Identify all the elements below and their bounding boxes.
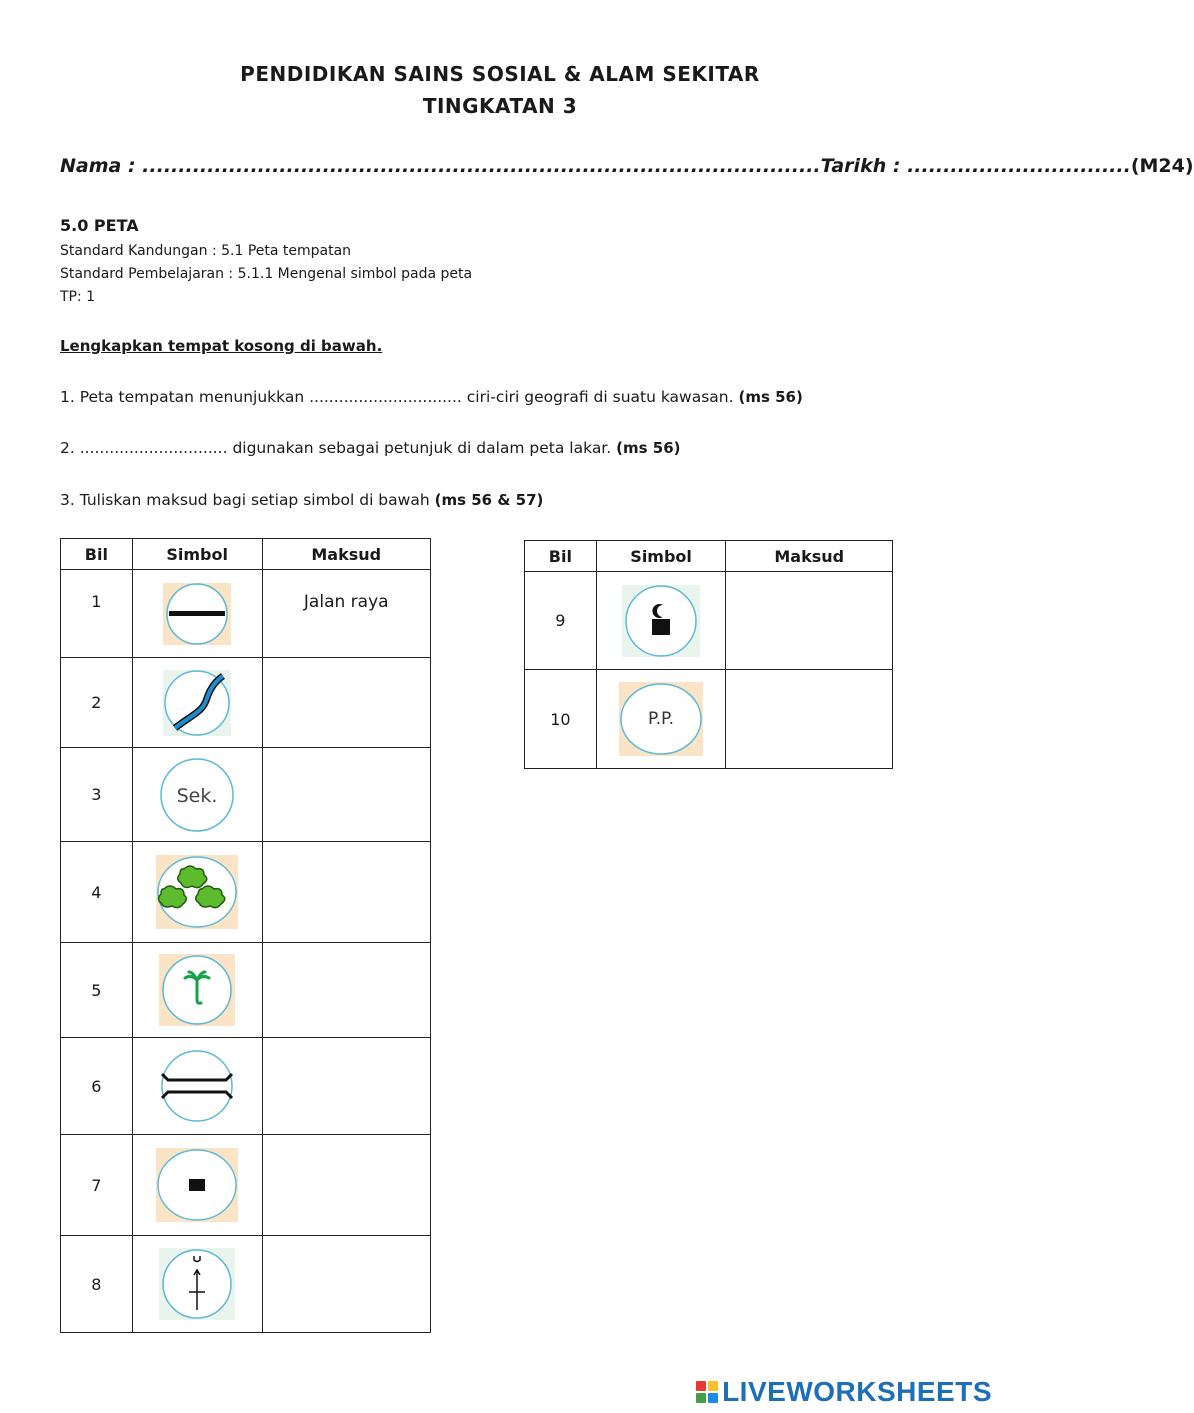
maksud-answer[interactable] <box>262 1135 431 1236</box>
question-2-ref: (ms 56) <box>616 439 681 457</box>
question-1-text: 1. Peta tempatan menunjukkan ............................... ciri-ciri geografi di suatu kawasan. <box>60 388 734 406</box>
mosque-icon <box>622 585 700 657</box>
maksud-answer[interactable] <box>726 572 893 670</box>
header-maksud: Maksud <box>262 539 431 570</box>
table-row <box>61 748 431 842</box>
question-1-ref: (ms 56) <box>738 388 803 406</box>
maksud-answer[interactable] <box>262 943 431 1038</box>
school-symbol-text: Sek. <box>176 784 218 807</box>
police-post-symbol-text: P.P. <box>648 709 675 729</box>
palm-tree-icon <box>159 954 235 1026</box>
row-number: 2 <box>61 658 133 748</box>
tp-level: TP: 1 <box>60 289 96 305</box>
worksheet-subtitle: TINGKATAN 3 <box>422 94 578 118</box>
table-row <box>525 670 893 769</box>
police-post-icon <box>619 682 703 756</box>
bridge-icon <box>158 1050 236 1122</box>
building-icon <box>156 1148 238 1222</box>
symbol-table-right <box>524 540 893 769</box>
row-number: 6 <box>61 1038 133 1135</box>
symbol-table-left <box>60 538 431 1333</box>
school-icon <box>159 757 235 833</box>
maksud-answer[interactable] <box>262 1236 431 1333</box>
table-row <box>61 1038 431 1135</box>
table-row <box>61 658 431 748</box>
row-number: 7 <box>61 1135 133 1236</box>
symbol-cell <box>132 1236 262 1333</box>
question-2-text: 2. .............................. digunakan sebagai petunjuk di dalam peta lakar. <box>60 439 612 457</box>
standard-pembelajaran: Standard Pembelajaran : 5.1.1 Mengenal simbol pada peta <box>60 266 473 282</box>
symbol-cell <box>596 670 726 769</box>
maksud-answer[interactable]: Jalan raya <box>262 570 431 658</box>
question-1 <box>60 388 803 406</box>
instruction: Lengkapkan tempat kosong di bawah. <box>60 337 383 355</box>
question-3-text: 3. Tuliskan maksud bagi setiap simbol di bawah <box>60 491 430 509</box>
question-3 <box>60 491 543 509</box>
table-row <box>525 572 893 670</box>
symbol-cell <box>132 842 262 943</box>
row-number: 3 <box>61 748 133 842</box>
maksud-answer[interactable] <box>262 748 431 842</box>
maksud-answer[interactable] <box>262 658 431 748</box>
forest-icon <box>156 855 238 929</box>
question-3-ref: (ms 56 & 57) <box>434 491 544 509</box>
logo-icon <box>696 1381 718 1403</box>
symbol-cell <box>132 943 262 1038</box>
row-number: 4 <box>61 842 133 943</box>
question-2 <box>60 439 681 457</box>
table-row <box>61 842 431 943</box>
worksheet-code: (M24) <box>1130 155 1194 177</box>
table-row <box>61 1236 431 1333</box>
symbol-cell <box>132 570 262 658</box>
student-info-line <box>60 155 1194 177</box>
symbol-cell <box>132 1135 262 1236</box>
header-simbol: Simbol <box>596 541 726 572</box>
maksud-answer[interactable] <box>262 1038 431 1135</box>
row-number: 8 <box>61 1236 133 1333</box>
logo-text: LIVEWORKSHEETS <box>722 1376 992 1407</box>
symbol-cell <box>132 748 262 842</box>
header-simbol: Simbol <box>132 539 262 570</box>
church-icon <box>159 1248 235 1320</box>
tarikh-field[interactable]: ............................... <box>907 155 1131 177</box>
tarikh-label: Tarikh : <box>820 155 908 177</box>
symbol-cell <box>132 658 262 748</box>
nama-field[interactable]: .............................................................................................. <box>142 155 821 177</box>
row-number: 9 <box>525 572 597 670</box>
row-number: 10 <box>525 670 597 769</box>
river-icon <box>163 670 231 736</box>
table-row <box>61 570 431 658</box>
worksheet-title: PENDIDIKAN SAINS SOSIAL & ALAM SEKITAR <box>240 62 760 86</box>
liveworksheets-logo <box>696 1376 992 1408</box>
table-row <box>61 943 431 1038</box>
symbol-cell <box>132 1038 262 1135</box>
standard-kandungan: Standard Kandungan : 5.1 Peta tempatan <box>60 243 352 259</box>
maksud-answer[interactable] <box>726 670 893 769</box>
nama-label: Nama : <box>60 155 143 177</box>
row-number: 1 <box>61 570 133 658</box>
symbol-cell <box>596 572 726 670</box>
table-row <box>61 1135 431 1236</box>
header-maksud: Maksud <box>726 541 893 572</box>
section-title: 5.0 PETA <box>60 216 139 235</box>
header-bil: Bil <box>525 541 597 572</box>
header-bil: Bil <box>61 539 133 570</box>
road-icon <box>163 583 231 645</box>
row-number: 5 <box>61 943 133 1038</box>
maksud-answer[interactable] <box>262 842 431 943</box>
